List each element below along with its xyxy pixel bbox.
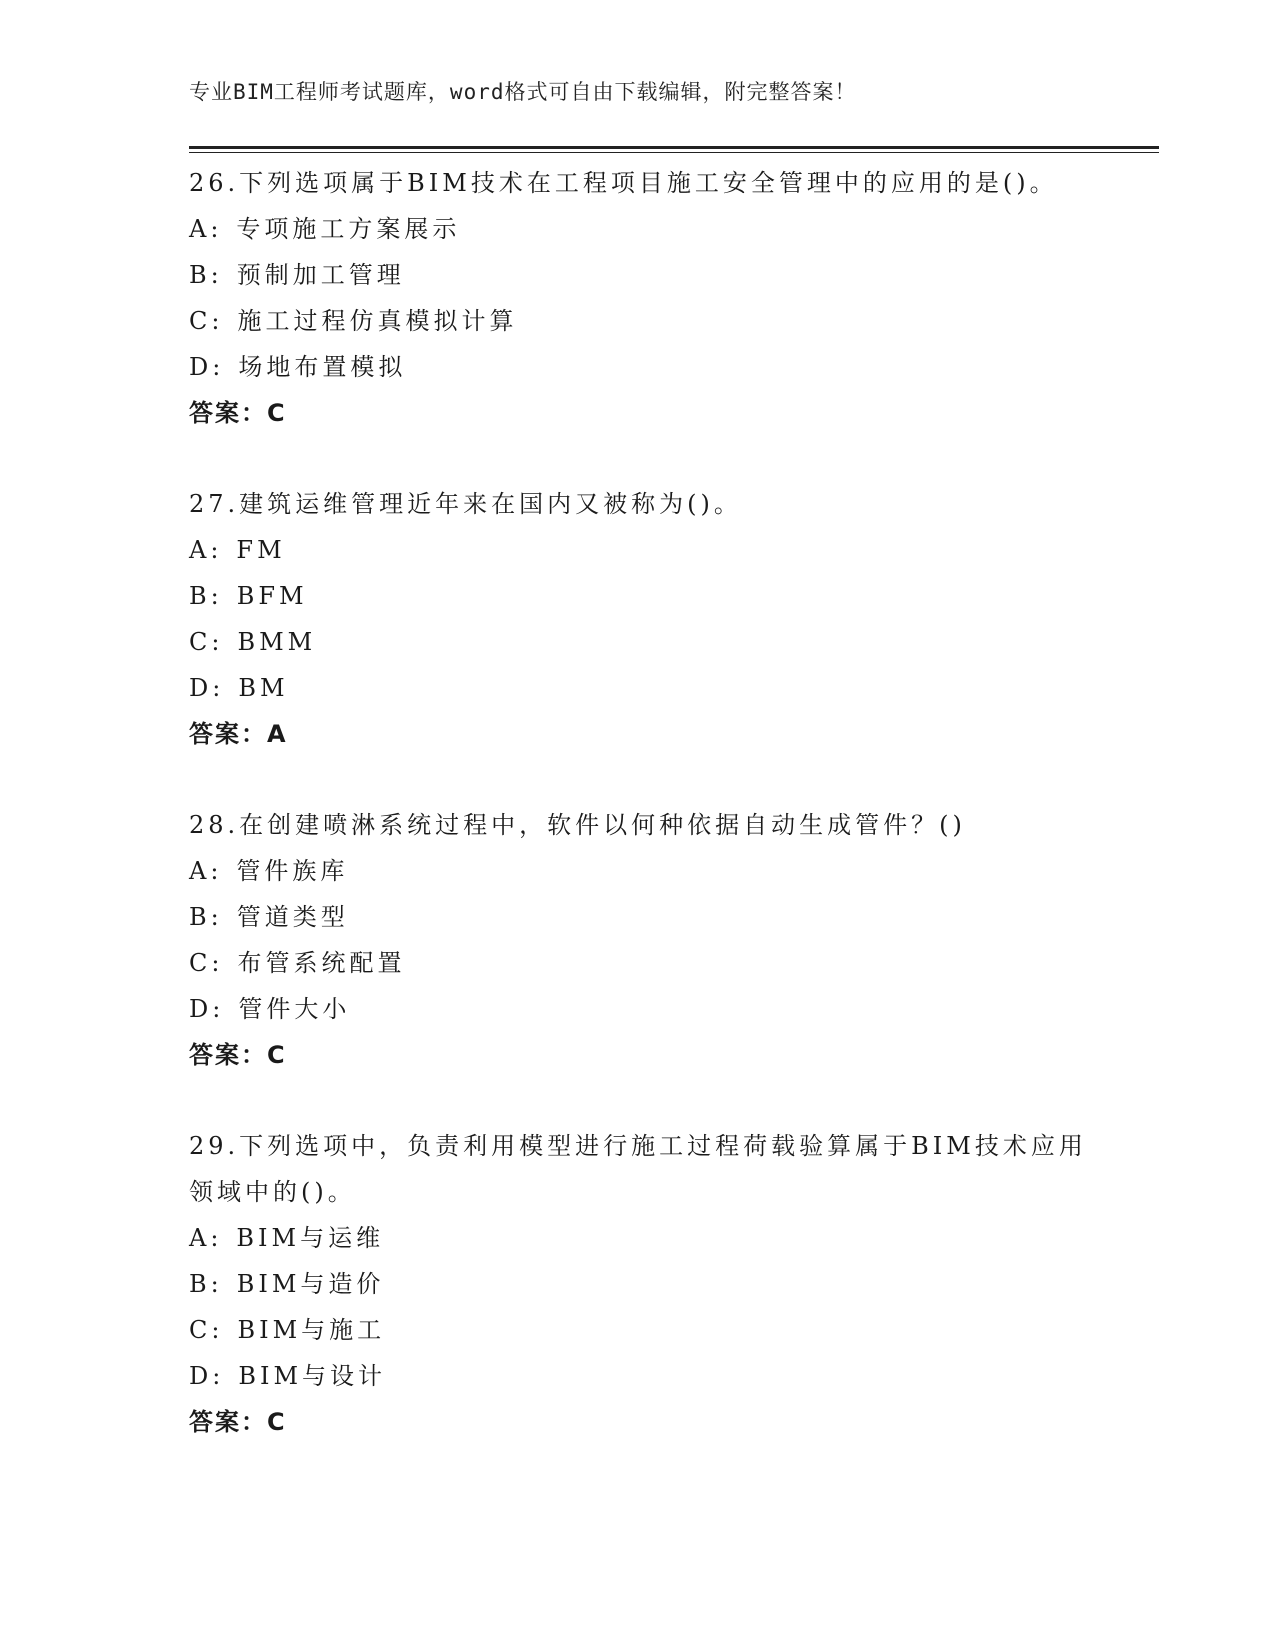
option-letter: B: <box>189 1270 223 1298</box>
option-text: 管件大小 <box>238 995 351 1023</box>
option-letter: D: <box>189 1362 225 1390</box>
option-c <box>189 940 1089 986</box>
question-stem: 26.下列选项属于BIM技术在工程项目施工安全管理中的应用的是()。 <box>189 169 1058 197</box>
option-b <box>189 252 1089 298</box>
answer-line: 答案：C <box>189 399 287 427</box>
page-header: 专业BIM工程师考试题库，word格式可自由下载编辑，附完整答案！ <box>189 80 857 104</box>
header-rule-thick <box>189 146 1159 149</box>
question-stem: 27.建筑运维管理近年来在国内又被称为()。 <box>189 490 742 518</box>
header-rule-thin <box>189 152 1159 153</box>
option-text: BM <box>238 674 289 702</box>
option-a <box>189 1215 1089 1261</box>
spacer <box>189 1078 1089 1123</box>
question-block <box>189 481 1089 757</box>
option-text: BIM与施工 <box>237 1316 386 1344</box>
option-text: 管道类型 <box>236 903 349 931</box>
answer-line: 答案：A <box>189 720 288 748</box>
option-text: 布管系统配置 <box>237 949 406 977</box>
option-letter: B: <box>189 261 223 289</box>
question-block <box>189 1123 1089 1445</box>
option-b <box>189 573 1089 619</box>
option-letter: A: <box>189 536 223 564</box>
option-b <box>189 1261 1089 1307</box>
option-a <box>189 527 1089 573</box>
spacer <box>189 436 1089 481</box>
option-c <box>189 619 1089 665</box>
option-text: 场地布置模拟 <box>238 353 407 381</box>
option-letter: D: <box>189 353 225 381</box>
option-letter: A: <box>189 1224 223 1252</box>
option-b <box>189 894 1089 940</box>
option-text: 管件族库 <box>236 857 349 885</box>
answer-line: 答案：C <box>189 1041 287 1069</box>
option-text: BIM与运维 <box>236 1224 385 1252</box>
question-block <box>189 160 1089 436</box>
option-letter: A: <box>189 215 223 243</box>
option-letter: A: <box>189 857 223 885</box>
option-text: BIM与设计 <box>238 1362 387 1390</box>
option-c <box>189 298 1089 344</box>
option-a <box>189 848 1089 894</box>
question-block <box>189 802 1089 1078</box>
option-text: BFM <box>236 582 308 610</box>
option-d <box>189 986 1089 1032</box>
option-text: 专项施工方案展示 <box>236 215 461 243</box>
option-letter: C: <box>189 628 224 656</box>
option-d <box>189 665 1089 711</box>
option-text: BIM与造价 <box>236 1270 385 1298</box>
option-c <box>189 1307 1089 1353</box>
question-list <box>189 160 1089 1445</box>
option-letter: D: <box>189 674 225 702</box>
option-text: 预制加工管理 <box>236 261 405 289</box>
question-stem: 29.下列选项中，负责利用模型进行施工过程荷载验算属于BIM技术应用领域中的()。 <box>189 1132 1087 1206</box>
option-letter: C: <box>189 307 224 335</box>
option-letter: B: <box>189 903 223 931</box>
option-letter: D: <box>189 995 225 1023</box>
spacer <box>189 757 1089 802</box>
option-text: 施工过程仿真模拟计算 <box>237 307 518 335</box>
option-letter: C: <box>189 949 224 977</box>
option-a <box>189 206 1089 252</box>
option-letter: B: <box>189 582 223 610</box>
option-letter: C: <box>189 1316 224 1344</box>
option-text: FM <box>236 536 286 564</box>
answer-line: 答案：C <box>189 1408 287 1436</box>
option-d <box>189 1353 1089 1399</box>
question-stem: 28.在创建喷淋系统过程中，软件以何种依据自动生成管件？() <box>189 811 966 839</box>
option-d <box>189 344 1089 390</box>
option-text: BMM <box>237 628 317 656</box>
